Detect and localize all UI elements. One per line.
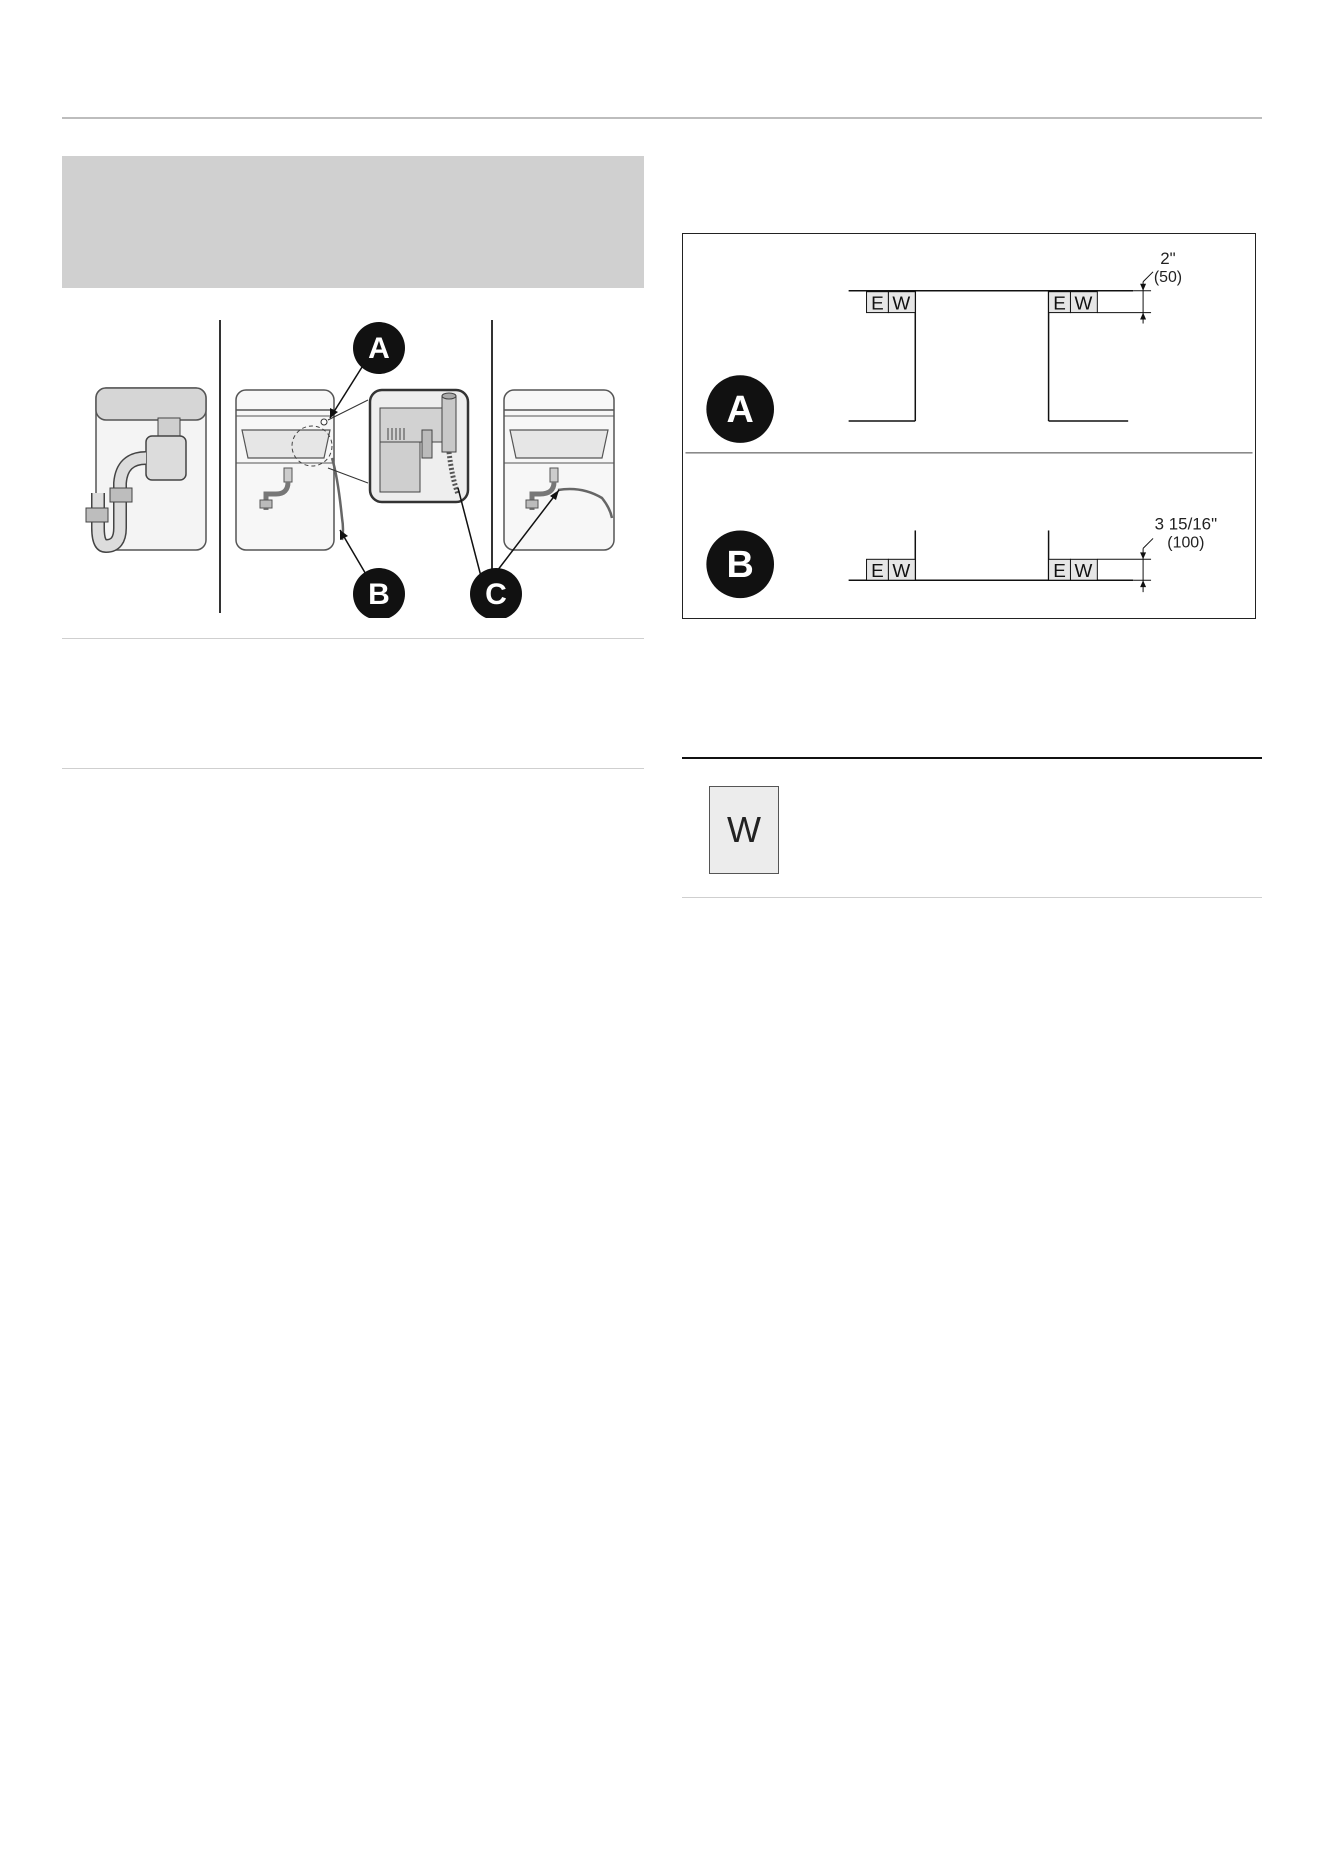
svg-text:C: C (485, 578, 507, 611)
svg-text:A: A (726, 389, 754, 432)
svg-text:B: B (726, 544, 754, 587)
svg-text:(50): (50) (1153, 268, 1183, 286)
svg-text:2": 2" (1160, 248, 1176, 268)
drain-hose-illustration (62, 318, 644, 618)
svg-text:(100): (100) (1167, 534, 1205, 552)
svg-text:W: W (1074, 561, 1093, 583)
svg-text:W: W (1074, 293, 1093, 315)
note-divider-top (682, 757, 1262, 759)
svg-text:W: W (892, 561, 911, 583)
svg-text:B: B (368, 578, 390, 611)
svg-text:E: E (871, 561, 884, 583)
svg-text:E: E (1053, 561, 1066, 583)
svg-text:W: W (892, 293, 911, 315)
note-divider-bottom (682, 897, 1262, 898)
section-divider (62, 638, 644, 639)
trap-closeup-panel (86, 388, 206, 550)
panel-b (706, 514, 1217, 598)
callout-a (353, 322, 405, 374)
callout-c (470, 568, 522, 618)
warning-symbol-letter: W (727, 809, 761, 850)
header-divider (62, 117, 1262, 119)
sink-hose-panel (236, 390, 368, 550)
connected-hose-panel (504, 390, 614, 550)
panel-a (706, 249, 1182, 443)
svg-text:E: E (1053, 293, 1066, 315)
callout-b (353, 568, 405, 618)
section-divider (62, 768, 644, 769)
installation-dimension-diagram (682, 233, 1256, 619)
svg-text:3 15/16": 3 15/16" (1154, 514, 1218, 534)
warning-symbol-icon (709, 786, 779, 874)
connection-zoom-inset (370, 390, 468, 502)
svg-text:E: E (871, 293, 884, 315)
svg-text:A: A (368, 332, 390, 365)
section-heading-box (62, 156, 644, 288)
